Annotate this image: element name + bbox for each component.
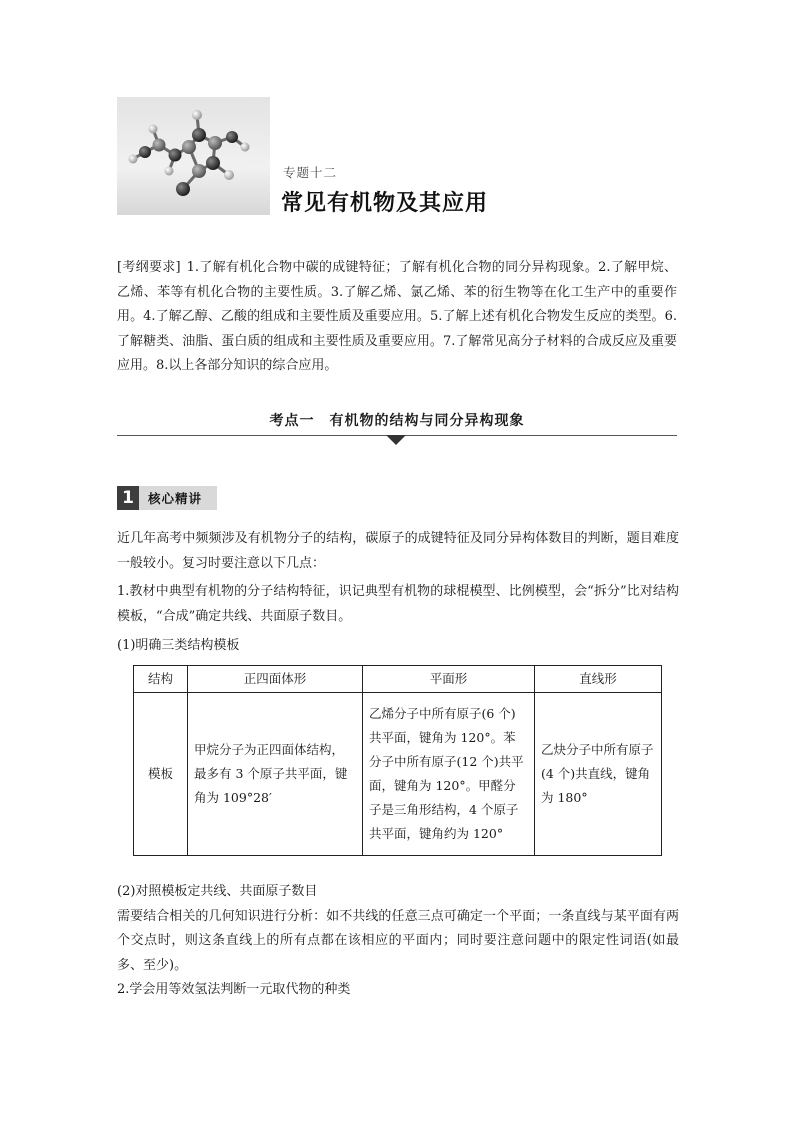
molecule-illustration [117, 97, 270, 215]
subpoint-2-heading: (2)对照模板定共线、共面原子数目 [117, 884, 318, 899]
table-header: 直线形 [535, 666, 662, 693]
subpoint-1-heading: (1)明确三类结构模板 [117, 638, 240, 653]
requirements-text: 1.了解有机化合物中碳的成键特征；了解有机化合物的同分异构现象。2.了解甲烷、乙烯、苯等有机化合物的主要性质。3.了解乙烯、氯乙烯、苯的衍生物等在化工生产中的重要作用。4.了解乙醇、乙酸的组成和主要性质及重要应用。5.了解上述有机化合物发生反应的类型。6.了解糖类、油脂、蛋白质的组成和主要性质及重要应用。7.了解常见高分子材料的合成反应及重要应用。8.以上各部分知识的综合应用。 [117, 260, 677, 373]
section-title: 考点一 有机物的结构与同分异构现象 [269, 413, 525, 429]
requirements-tag: [考纲要求] [117, 260, 181, 275]
point-1-paragraph: 1.教材中典型有机物的分子结构特征，识记典型有机物的球棍模型、比例模型，会“拆分”比对结构模板，“合成”确定共线、共面原子数目。 [117, 584, 679, 624]
subpoint-2-block [117, 880, 679, 1003]
badge-label: 核心精讲 [148, 491, 203, 506]
linear-cell: 乙炔分子中所有原子(4 个)共直线，键角为 180° [535, 693, 662, 856]
structure-template-table [133, 665, 662, 856]
intro-paragraph: 近几年高考中频频涉及有机物分子的结构，碳原子的成键特征及同分异构体数目的判断，题目难度一般较小。复习时要注意以下几点： [117, 531, 679, 571]
subpoint-2-text: 需要结合相关的几何知识进行分析：如不共线的任意三点可确定一个平面；一条直线与某平面有两个交点时，则这条直线上的所有点都在该相应的平面内；同时要注意问题中的限定性词语(如最多、至少)。 [117, 908, 679, 973]
tetrahedral-cell: 甲烷分子为正四面体结构，最多有 3 个原子共平面，键角为 109°28′ [188, 693, 363, 856]
table-row [134, 693, 662, 856]
ball-and-stick-model-icon [117, 97, 270, 215]
point-2-heading: 2.学会用等效氢法判断一元取代物的种类 [117, 982, 351, 997]
subject-label: 专题十二 [283, 165, 338, 180]
table-header-row [134, 666, 662, 693]
triangle-down-icon [386, 435, 406, 445]
exam-requirements [117, 256, 677, 379]
row-label: 模板 [134, 693, 188, 856]
table-header: 正四面体形 [188, 666, 363, 693]
badge-number: 1 [117, 486, 139, 510]
planar-cell: 乙烯分子中所有原子(6 个)共平面，键角为 120°。苯分子中所有原子(12 个)共平面，键角为 120°。甲醛分子是三角形结构，4 个原子共平面，键角约为 120° [363, 693, 535, 856]
section-badge [117, 486, 217, 510]
table-header: 结构 [134, 666, 188, 693]
page-title: 常见有机物及其应用 [281, 191, 489, 216]
table-header: 平面形 [363, 666, 535, 693]
